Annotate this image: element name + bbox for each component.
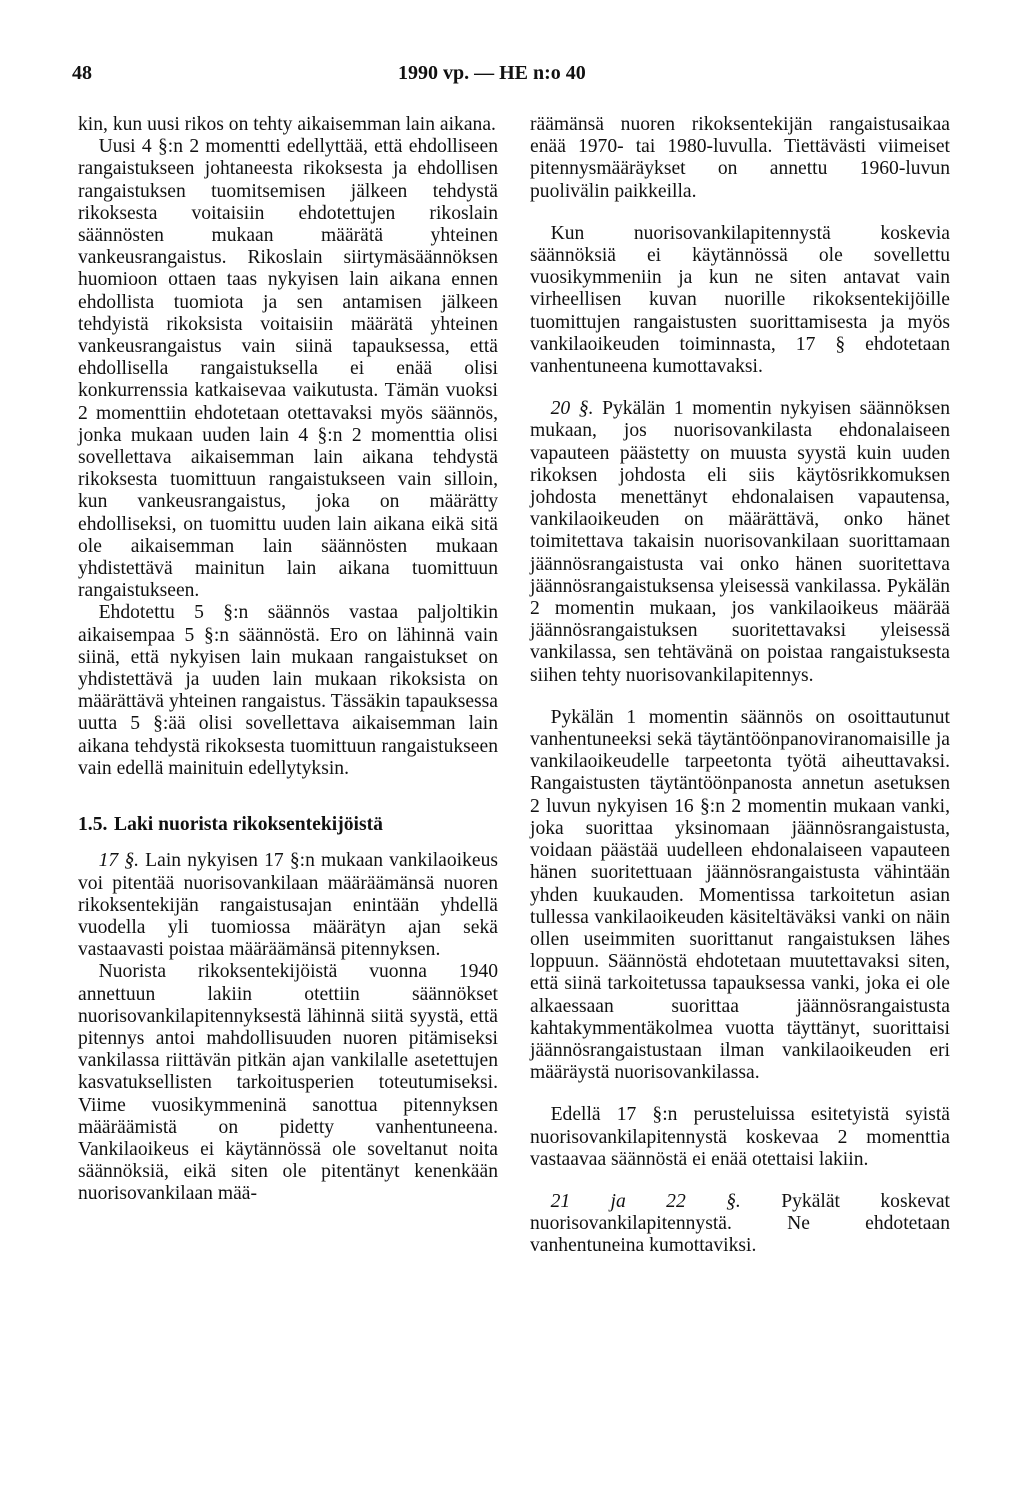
section-ref: 17 §.	[98, 850, 140, 872]
paragraph: Pykälän 1 momentin säännös on osoittautunut vanhentuneeksi sekä täytäntöönpanoviranomaisille ja vankilaoikeudelle tarpeetonta työtä aiheuttavaksi. Rangaistusten täytäntöönpanosta annetun asetuksen 2 luvun nykyisen 16 §:n 2 momentin mukaan vanki, joka suorittaa yksinomaan jäännösrangaistusta, voidaan päästää uudelleen ehdonalaiseen vapauteen hänen suoritettuaan jäännösrangaistusta vähintään yhden kuukauden. Momentissa tarkoitetun asian tullessa vankilaoikeuden käsiteltäväksi vanki on näin ollen useimmiten suorittanut rangaistuksen lähes loppuun. Säännöstä ehdotetaan muutettavaksi siten, että siinä tarkoitetussa tapauksessa vanki, joka ei ole alkaessaan suorittaa jäännösrangaistusta kahtakymmentäkolmea vuotta täyttänyt, suorittaisi jäännösrangaistustaan ilman vankilaoikeuden eri määräystä nuorisovankilassa.	[530, 706, 950, 1084]
right-column	[530, 114, 950, 1258]
paragraph-text: Pykälän 1 momentin nykyisen säännöksen mukaan, jos nuorisovankilasta ehdonalaiseen vapauteen päästetty on muusta syystä kuin uuden rikoksen johdosta eli siis käytösrikkomuksen johdosta menettänyt ehdonalaisen vapautensa, vankilaoikeuden on määrättävä, onko hänet toimitettava takaisin nuorisovankilaan suorittamaan jäännösrangaistusta vai onko hänen suoritettava jäännösrangaistuksensa yleisessä vankilassa. Pykälän 2 momentin mukaan, jos vankilaoikeus määrää jäännösrangaistuksen suoritettavaksi yleisessä vankilassa, sen tehtävänä on poistaa rangaistuksesta siihen tehty nuorisovankilapitennys.	[530, 398, 950, 686]
paragraph: Uusi 4 §:n 2 momentti edellyttää, että ehdolliseen rangaistukseen johtaneesta rikoksesta ja ehdollisen rangaistuksen tuomitsemisen jälkeen tehdystä rikoksesta voitaisiin ehdotettujen rikoslain säännösten mukaan määrätä yhteinen vankeusrangaistus. Rikoslain siirtymäsäännöksen huomioon ottaen taas nykyisen lain aikana ennen ehdollista tuomiota ja sen antamisen jälkeen tehdyistä rikoksista voitaisiin määrätä yhteinen vankeusrangaistus vain siinä tapauksessa, että ehdollisella rangaistuksella ei enää olisi konkurrenssia katkaisevaa vaikutusta. Tämän vuoksi 2 momenttiin ehdotetaan otettavaksi myös säännös, jonka mukaan uuden lain 4 §:n 2 momenttia olisi sovellettava aikaisemman lain aikana tehdystä rikoksesta tuomittuun rangaistukseen vain silloin, kun vankeusrangaistus, joka on määrätty ehdolliseksi, on tuomittu uuden lain aikana eikä sitä ole aikaisemman lain säännösten mukaan yhdistettävä mainitun lain aikana tuomittuun rangaistukseen.	[78, 136, 498, 602]
paragraph: kin, kun uusi rikos on tehty aikaisemman lain aikana.	[78, 114, 496, 135]
section-ref: 20 §.	[550, 398, 594, 420]
paragraph: Ehdotettu 5 §:n säännös vastaa paljoltikin aikaisempaa 5 §:n säännöstä. Ero on lähinnä vain siinä, että nykyisen lain mukaan rangaistukset on yhdistettävä ja uuden lain mukaan rikoksista on määrättävä yhteinen rangaistus. Tässäkin tapauksessa uutta 5 §:ää olisi sovellettava aikaisemman lain aikana tehdystä rikoksesta tuomittuun rangaistukseen vain edellä mainituin edellytyksin.	[78, 602, 498, 779]
paragraph: Kun nuorisovankilapitennystä koskevia säännöksiä ei käytännössä ole sovellettu vuosikymmeniin ja kun ne siten antavat vain virheellisen kuvan nuorille rikoksentekijöille tuomittujen rangaistusten suorittamisesta ja myös vankilaoikeuden toiminnasta, 17 § ehdotetaan vanhentuneena kumottavaksi.	[530, 222, 950, 378]
paragraph	[78, 850, 498, 961]
paragraph: Edellä 17 §:n perusteluissa esitetyistä syistä nuorisovankilapitennystä koskevaa 2 momenttia vastaavaa säännöstä ei enää otettaisi lakiin.	[530, 1104, 950, 1170]
section-ref: 21 ja 22 §.	[550, 1190, 741, 1212]
paragraph: räämänsä nuoren rikoksentekijän rangaistusaikaa enää 1970- tai 1980-luvulla. Tiettävästi viimeiset pitennysmääräykset on annettu 1960-luvun puolivälin paikkeilla.	[530, 114, 950, 202]
left-column	[78, 114, 498, 1206]
paragraph-text: Lain nykyisen 17 §:n mukaan vankilaoikeus voi pitentää nuorisovankilaan määräämänsä nuoren rikoksentekijän rangaistusajan enintään yhdellä vuodella yli tuomiossa määrätyn ajan sekä vastaavasti poistaa määräämänsä pitennyksen.	[78, 850, 499, 961]
running-head: 1990 vp. — HE n:o 40	[398, 62, 586, 84]
section-number: 1.5.	[78, 814, 108, 836]
section-title: Laki nuorista rikoksentekijöistä	[114, 814, 383, 836]
page-number: 48	[72, 62, 92, 84]
section-heading	[78, 814, 498, 836]
paragraph	[530, 1191, 950, 1258]
page-header	[72, 62, 972, 90]
paragraph-text: Pykälät koskevat nuorisovankilapitennystä. Ne ehdotetaan vanhentuneina kumottaviksi.	[530, 1190, 950, 1257]
paragraph	[530, 398, 950, 687]
paragraph: Nuorista rikoksentekijöistä vuonna 1940 annettuun lakiin otettiin säännökset nuorisovankilapitennyksestä lähinnä siitä syystä, että pitennys antoi mahdollisuuden nuoren pitämiseksi vankilassa riittävän pitkän ajan vankilalle asetettujen kasvatuksellisten tarkoitusperien toteutumiseksi. Viime vuosikymmeninä sanottua pitennyksen määräämistä on pidetty vanhentuneena. Vankilaoikeus ei käytännössä ole soveltanut noita säännöksiä, eikä siten ole pitentänyt kenenkään nuorisovankilaan mää-	[78, 961, 498, 1205]
